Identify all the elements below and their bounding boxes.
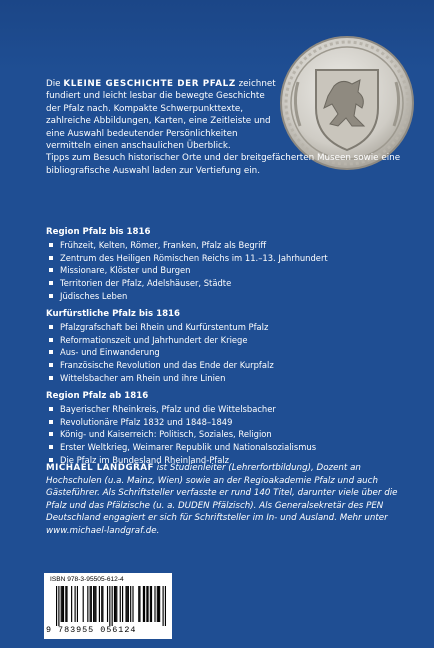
barcode-bar xyxy=(146,586,147,622)
barcode-bar xyxy=(127,586,128,622)
barcode-bar xyxy=(147,586,148,622)
intro-lead: Die KLEINE GESCHICHTE DER PFALZ zeichnet fundiert und leicht lesbar die bewegte Geschichte der Pfalz nach. Kompakte Schwerpunkttexte, zahlreiche Abbildungen, Karten, eine Zeitleiste und eine Auswahl bedeutender Persönlichkeiten vermitteln einen anschaulichen Überblick. xyxy=(46,79,276,152)
section-region-bis-1816 xyxy=(46,226,416,302)
ean-digits: 9 783955 056124 xyxy=(46,625,137,635)
barcode-bar xyxy=(101,586,102,622)
barcode-bar xyxy=(139,586,140,622)
bullet-icon xyxy=(49,432,53,436)
barcode-bar xyxy=(112,586,113,626)
bullet-icon xyxy=(49,420,53,424)
list-item: König- und Kaiserreich: Politisch, Soziales, Religion xyxy=(46,428,416,441)
bullet-icon xyxy=(49,294,53,298)
author-name: MICHAEL LANDGRAF xyxy=(46,463,154,473)
list-item: Bayerischer Rheinkreis, Pfalz und die Wittelsbacher xyxy=(46,403,416,416)
section-title: Region Pfalz bis 1816 xyxy=(46,227,151,237)
isbn-number: ISBN 978-3-95505-612-4 xyxy=(50,576,124,583)
bullet-icon xyxy=(49,338,53,342)
list-item: Frühzeit, Kelten, Römer, Franken, Pfalz als Begriff xyxy=(46,239,416,252)
bullet-icon xyxy=(49,445,53,449)
barcode-bar xyxy=(150,586,151,622)
barcode-bar xyxy=(61,586,62,622)
barcode-bar xyxy=(154,586,155,622)
section-title: Region Pfalz ab 1816 xyxy=(46,390,149,401)
list-item: Französische Revolution und das Ende der Kurpfalz xyxy=(46,359,416,372)
contents-list xyxy=(46,226,416,472)
bullet-icon xyxy=(49,407,53,411)
barcode-bar xyxy=(77,586,78,622)
list-item: Reformationszeit und Jahrhundert der Kriege xyxy=(46,334,416,347)
barcode-bar xyxy=(75,586,76,622)
bullet-icon xyxy=(49,350,53,354)
intro-rest: Tipps zum Besuch historischer Orte und der breitgefächerten Museen sowie eine bibliografische Auswahl laden zur Vertiefung ein. xyxy=(46,153,401,176)
barcode-bar xyxy=(56,586,57,626)
section-kurpfalz-bis-1816 xyxy=(46,308,416,384)
barcode-bar xyxy=(159,586,160,622)
barcode-bar xyxy=(165,586,166,626)
barcode-bar xyxy=(114,586,115,622)
barcode-bar xyxy=(65,586,66,622)
barcode-bar xyxy=(94,586,95,622)
barcode-bar xyxy=(115,586,116,622)
barcode-bar xyxy=(62,586,63,622)
series-name: KLEINE GESCHICHTE DER PFALZ xyxy=(63,79,236,89)
barcode-bar xyxy=(116,586,117,622)
list-item: Die Pfalz im Bundesland Rheinland-Pfalz xyxy=(46,453,416,466)
barcode-bar xyxy=(107,586,108,622)
bullet-icon xyxy=(49,458,53,462)
barcode-bar xyxy=(143,586,144,622)
list-item: Missionare, Klöster und Burgen xyxy=(46,264,416,277)
barcode-bar xyxy=(130,586,131,622)
bullet-icon xyxy=(49,281,53,285)
barcode-bar xyxy=(90,586,91,622)
barcode-bar xyxy=(99,586,100,622)
author-bio xyxy=(46,462,400,537)
barcode-bar xyxy=(157,586,158,622)
bullet-icon xyxy=(49,376,53,380)
barcode-bar xyxy=(83,586,84,622)
section-region-ab-1816 xyxy=(46,390,416,466)
barcode-bar xyxy=(109,586,110,626)
list-item: Jüdisches Leben xyxy=(46,289,416,302)
barcode-bar xyxy=(120,586,121,622)
author-bio-text: ist Studienleiter (Lehrerfortbildung), Dozent an Hochschulen (u.a. Mainz, Wien) sowie an der Regioakademie Pfalz und auch Gästeführer. Als Schriftsteller verfasste er rund 140 Titel, darunter viele über die Pfalz und das Pfälzische (u. a. DUDEN Pfälzisch). Als Generalsekretär des PEN Deutschland engagiert er sich für Schriftsteller im In- und Ausland. Mehr unter www.michael-landgraf.de. xyxy=(46,463,398,536)
barcode-bar xyxy=(66,586,67,622)
barcode-bar xyxy=(71,586,72,622)
barcode-bar xyxy=(144,586,145,622)
barcode-bar xyxy=(87,586,88,622)
barcode-bar xyxy=(93,586,94,622)
bullet-icon xyxy=(49,243,53,247)
barcode-bar xyxy=(58,586,59,626)
barcode-bar xyxy=(102,586,103,622)
barcode-bar xyxy=(163,586,164,626)
isbn-barcode xyxy=(44,573,172,639)
barcode-bar xyxy=(151,586,152,622)
barcode-bar xyxy=(132,586,133,622)
list-item: Erster Weltkrieg, Weimarer Republik und Nationalsozialismus xyxy=(46,441,416,454)
list-item: Aus- und Einwanderung xyxy=(46,346,416,359)
list-item: Pfalzgrafschaft bei Rhein und Kurfürstentum Pfalz xyxy=(46,321,416,334)
bullet-icon xyxy=(49,363,53,367)
bullet-icon xyxy=(49,268,53,272)
bullet-icon xyxy=(49,256,53,260)
barcode-bar xyxy=(138,586,139,622)
list-item: Revolutionäre Pfalz 1832 und 1848–1849 xyxy=(46,416,416,429)
barcode-bars-icon xyxy=(56,586,166,626)
barcode-bar xyxy=(125,586,126,622)
barcode-bar xyxy=(158,586,159,622)
barcode-bar xyxy=(63,586,64,622)
barcode-bar xyxy=(91,586,92,622)
list-item: Territorien der Pfalz, Adelshäuser, Städte xyxy=(46,277,416,290)
barcode-bar xyxy=(122,586,123,622)
barcode-bar xyxy=(95,586,96,622)
list-item: Zentrum des Heiligen Römischen Reichs im 11.–13. Jahrhundert xyxy=(46,252,416,265)
list-item: Wittelsbacher am Rhein und ihre Linien xyxy=(46,371,416,384)
intro-text xyxy=(46,78,406,177)
section-title: Kurfürstliche Pfalz bis 1816 xyxy=(46,308,181,319)
barcode-bar xyxy=(128,586,129,622)
bullet-icon xyxy=(49,325,53,329)
